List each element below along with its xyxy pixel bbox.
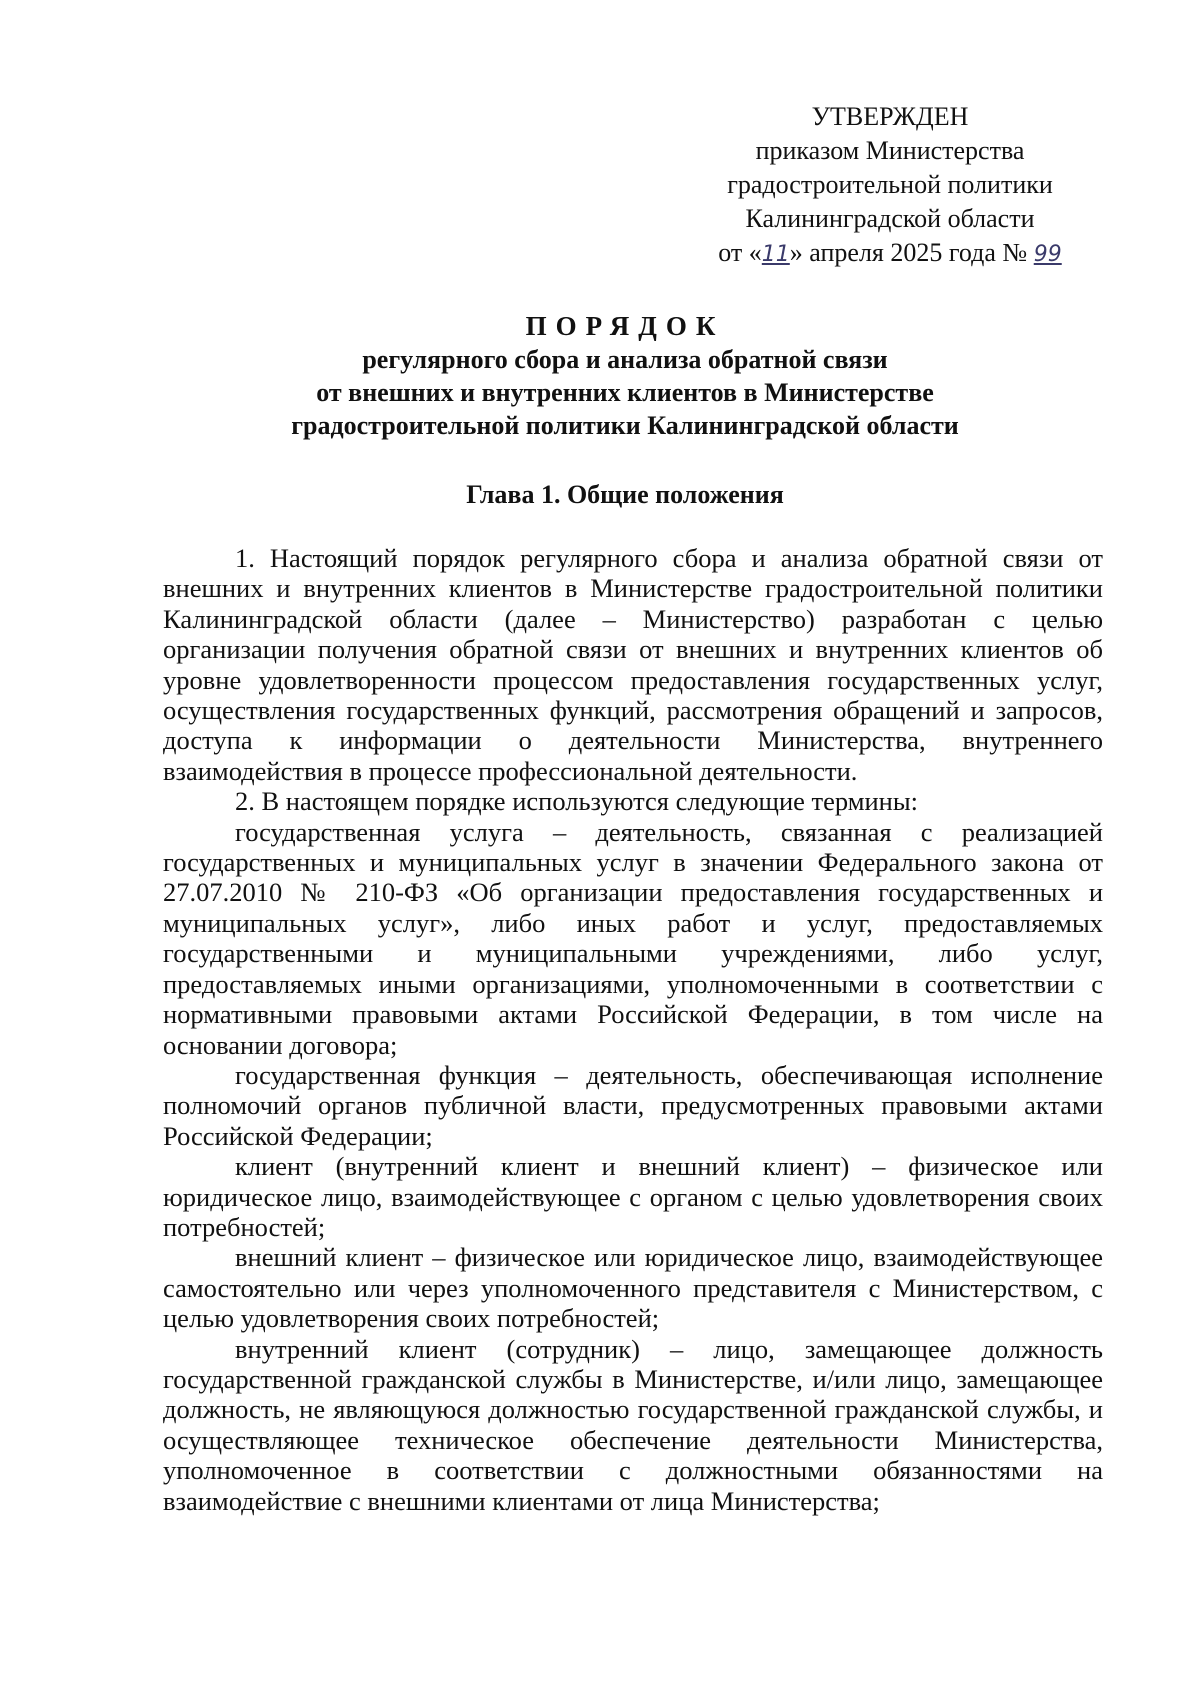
approval-heading: УТВЕРЖДЕН (811, 102, 969, 131)
term-internal-client: внутренний клиент (сотрудник) – лицо, замещающее должность государственной гражданской службы в Министерстве, и/или лицо, замещающее должность, не являющуюся должностью государственной гражданской службы, и осуществляющее техническое обеспечение деятельности Министерства, уполномоченное в соответствии с должностными обязанностями на взаимодействие с внешними клиентами от лица Министерства; (163, 1333, 1103, 1516)
document-subtitle-line-2: от внешних и внутренних клиентов в Министерстве (316, 378, 934, 407)
body-text (163, 543, 1103, 1516)
chapter-heading: Глава 1. Общие положения (466, 480, 784, 509)
paragraph-1: 1. Настоящий порядок регулярного сбора и анализа обратной связи от внешних и внутренних клиентов в Министерстве градостроительной политики Калининградской области (далее – Министерство) разработан с целью организации получения обратной связи от внешних и внутренних клиентов об уровне удовлетворенности процессом предоставления государственных услуг, осуществления государственных функций, рассмотрения обращений и запросов, доступа к информации о деятельности Министерства, внутреннего взаимодействия в процессе профессиональной деятельности. (163, 543, 1103, 786)
document-subtitle-line-1: регулярного сбора и анализа обратной связи (362, 345, 888, 374)
approval-date-line (680, 236, 1100, 272)
paragraph-2: 2. В настоящем порядке используются следующие термины: (235, 786, 919, 817)
term-state-function: государственная функция – деятельность, обеспечивающая исполнение полномочий органов публичной власти, предусмотренных правовыми актами Российской Федерации; (163, 1059, 1103, 1151)
approval-ministry-line: градостроительной политики (727, 170, 1053, 199)
term-state-service: государственная услуга – деятельность, связанная с реализацией государственных и муниципальных услуг в значении Федерального закона от 27.07.2010 № 210-ФЗ «Об организации предоставления государственных и муниципальных услуг», либо иных работ и услуг, предоставляемых государственными и муниципальными учреждениями, либо услуг, предоставляемых иными организациями, уполномоченными в соответствии с нормативными правовыми актами Российской Федерации, в том числе на основании договора; (163, 816, 1103, 1060)
date-middle: » апреля 2025 года № (789, 238, 1034, 267)
approval-region-line: Калининградской области (745, 204, 1035, 233)
document-title: ПОРЯДОК (525, 311, 725, 341)
approval-order-line: приказом Министерства (755, 136, 1025, 165)
date-prefix: от « (718, 238, 762, 267)
handwritten-day: 11 (761, 242, 790, 267)
handwritten-order-number: 99 (1033, 242, 1062, 267)
approval-stamp (680, 100, 1100, 272)
document-title-block (150, 310, 1100, 442)
term-external-client: внешний клиент – физическое или юридическое лицо, взаимодействующее самостоятельно или через уполномоченного представителя с Министерством, с целью удовлетворения своих потребностей; (163, 1242, 1103, 1334)
document-subtitle-line-3: градостроительной политики Калининградской области (291, 411, 959, 440)
term-client: клиент (внутренний клиент и внешний клиент) – физическое или юридическое лицо, взаимодействующее с органом с целью удовлетворения своих потребностей; (163, 1151, 1103, 1242)
